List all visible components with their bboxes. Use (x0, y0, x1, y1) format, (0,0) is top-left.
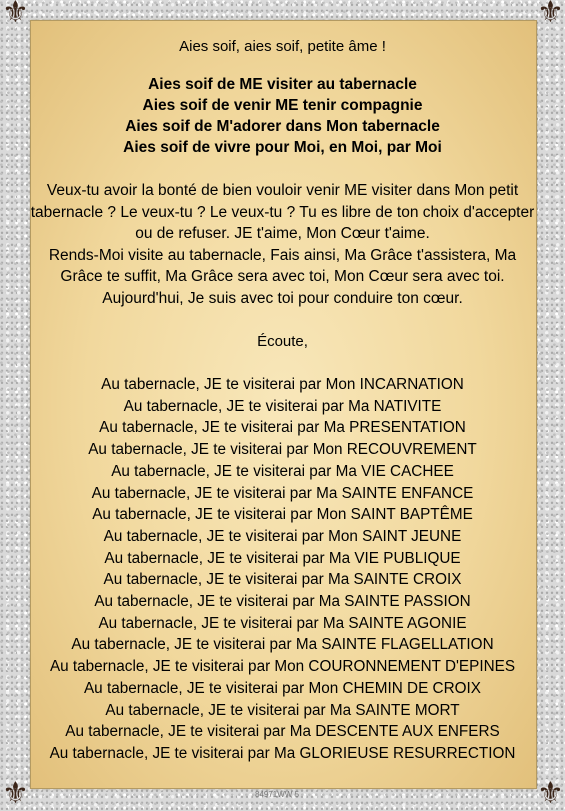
bold-line: Aies soif de M'adorer dans Mon tabernacle (125, 118, 440, 135)
visit-line: Au tabernacle, JE te visiterai par Mon SAINT JEUNE (103, 527, 462, 545)
paragraph-line: tabernacle ? Le veux-tu ? Le veux-tu ? Tu es libre de ton choix d'accepter (30, 203, 535, 221)
bold-line: Aies soif de venir ME tenir compagnie (142, 97, 423, 114)
prayer-text (30, 36, 535, 765)
visit-line: Au tabernacle, JE te visiterai par Ma SAINTE AGONIE (98, 614, 467, 632)
visit-line: Au tabernacle, JE te visiterai par Ma DESCENTE AUX ENFERS (65, 723, 500, 741)
visit-line: Au tabernacle, JE te visiterai par Mon COURONNEMENT D'EPINES (49, 658, 516, 676)
intro-line: Aies soif, aies soif, petite âme ! (179, 38, 386, 55)
visit-line: Au tabernacle, JE te visiterai par Ma PRESENTATION (99, 419, 466, 437)
paragraph-line: Grâce te suffit, Ma Grâce sera avec toi, Mon Cœur sera avec toi. (60, 268, 505, 285)
visit-line: Au tabernacle, JE te visiterai par Ma SAINTE PASSION (94, 593, 471, 611)
paragraph-line: ou de refuser. JE t'aime, Mon Cœur t'aime. (135, 225, 430, 242)
visit-line: Au tabernacle, JE te visiterai par Mon SAINT BAPTÊME (92, 506, 473, 524)
visit-line: Au tabernacle, JE te visiterai par Ma SAINTE ENFANCE (91, 484, 474, 502)
bold-line: Aies soif de ME visiter au tabernacle (148, 76, 417, 93)
visit-line: Au tabernacle, JE te visiterai par Ma SAINTE FLAGELLATION (71, 636, 494, 654)
visit-line: Au tabernacle, JE te visiterai par Ma VIE PUBLIQUE (104, 549, 461, 567)
footer-code: 84971WW 5 (255, 790, 300, 799)
fleur-de-lis-icon: ⚜ (2, 0, 29, 30)
visit-line: Au tabernacle, JE te visiterai par Mon CHEMIN DE CROIX (83, 679, 481, 697)
visit-line: Au tabernacle, JE te visiterai par Mon RECOUVREMENT (88, 441, 477, 459)
paragraph-line: Veux-tu avoir la bonté de bien vouloir venir ME visiter dans Mon petit (46, 182, 519, 199)
fleur-de-lis-icon: ⚜ (2, 776, 29, 811)
visit-line: Au tabernacle, JE te visiterai par Ma GLORIEUSE RESURRECTION (49, 744, 516, 762)
bold-line: Aies soif de vivre pour Moi, en Moi, par Moi (123, 139, 442, 156)
fleur-de-lis-icon: ⚜ (537, 776, 564, 811)
visit-line: Au tabernacle, JE te visiterai par Ma SAINTE CROIX (103, 571, 462, 589)
bold-block (30, 74, 535, 158)
visit-line: Au tabernacle, JE te visiterai par Mon INCARNATION (101, 376, 464, 393)
visit-line: Au tabernacle, JE te visiterai par Ma SAINTE MORT (105, 701, 460, 719)
paragraph-line: Aujourd'hui, Je suis avec toi pour conduire ton cœur. (102, 289, 463, 307)
visit-line: Au tabernacle, JE te visiterai par Ma VIE CACHEE (111, 462, 454, 480)
fleur-de-lis-icon: ⚜ (537, 0, 564, 30)
paragraph-block (30, 180, 535, 309)
paragraph-line: Rends-Moi visite au tabernacle, Fais ainsi, Ma Grâce t'assistera, Ma (48, 246, 517, 264)
ecoute-line: Écoute, (257, 333, 308, 350)
visit-line: Au tabernacle, JE te visiterai par Ma NATIVITE (123, 397, 442, 415)
visits-block (30, 374, 535, 765)
